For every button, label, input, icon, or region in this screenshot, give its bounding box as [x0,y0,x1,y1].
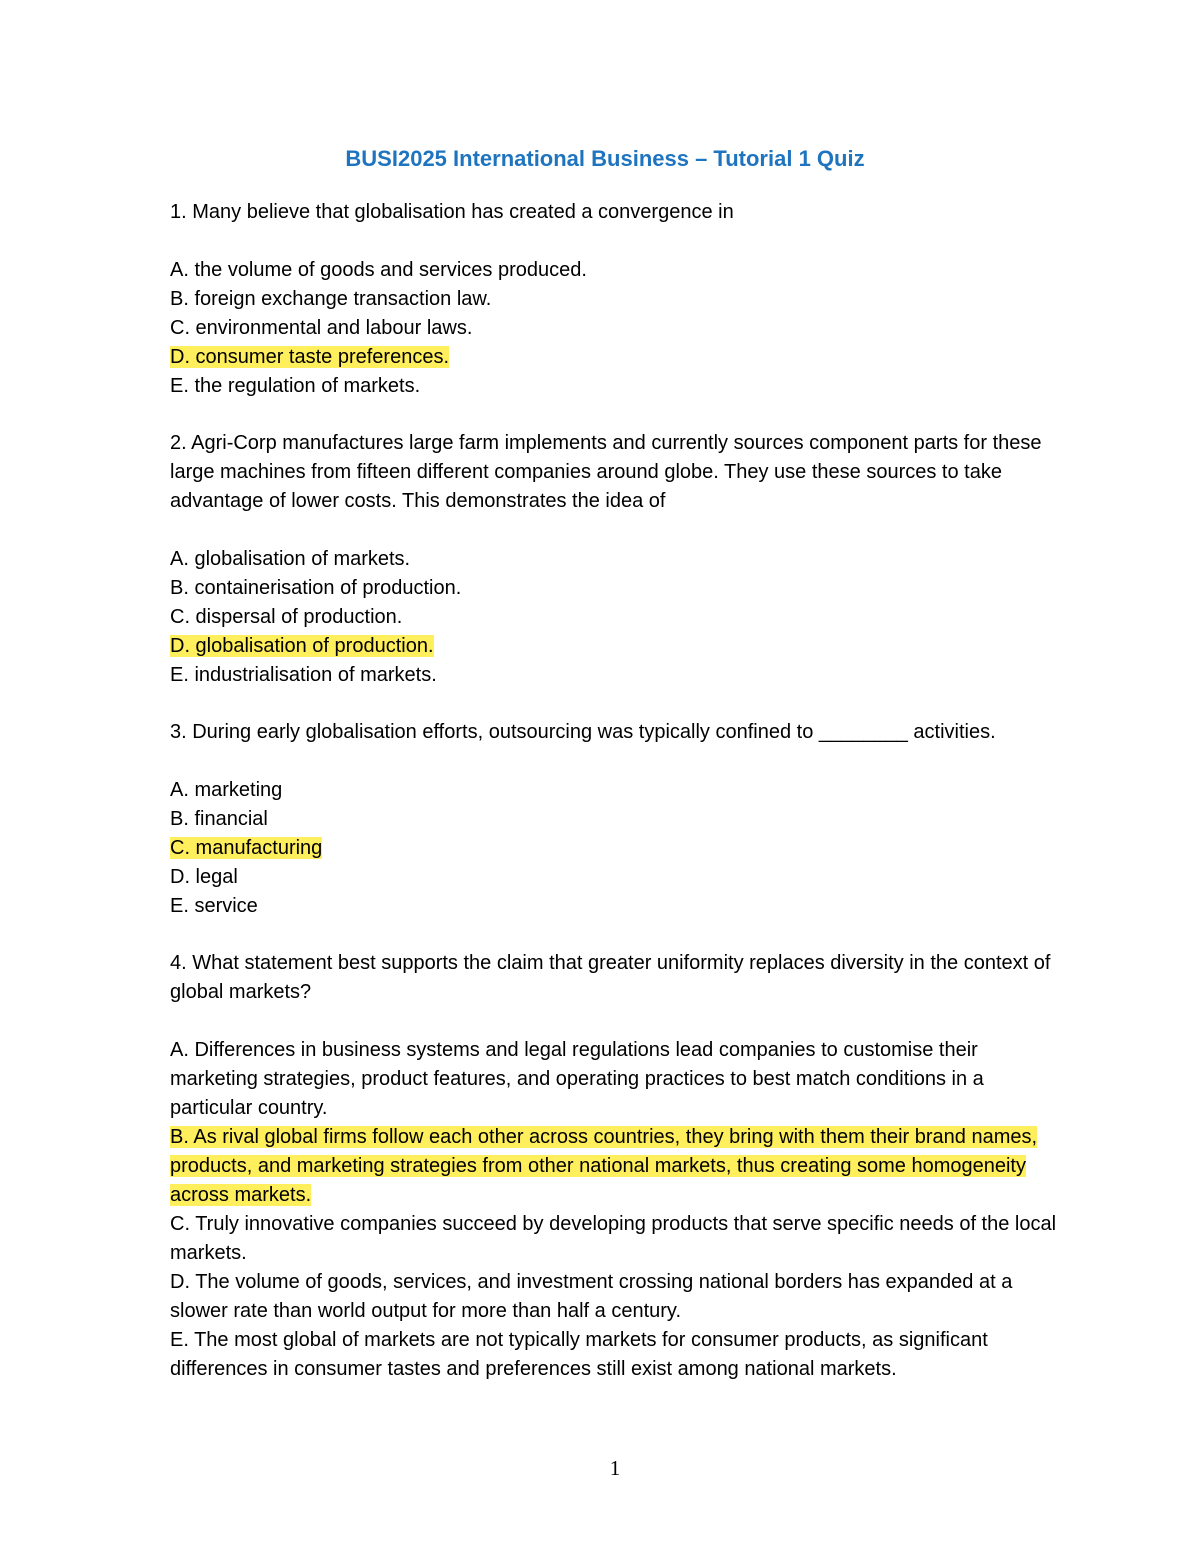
option-d-correct [170,343,1070,372]
option-c: C. dispersal of production. [170,606,403,628]
question-stem: 4. What statement best supports the claim that greater uniformity replaces diversity in the context of global markets? [170,952,1051,1003]
option-list [170,1036,1070,1384]
document-title: BUSI2025 International Business – Tutorial 1 Quiz [345,146,865,171]
option-d: D. legal [170,866,238,888]
answer-highlight: D. globalisation of production. [170,635,434,657]
option-a: A. globalisation of markets. [170,548,411,570]
answer-highlight: B. As rival global firms follow each other across countries, they bring with them their brand names, products, and marketing strategies from other national markets, thus creating some homogeneity across markets. [170,1126,1038,1206]
option-e: E. service [170,895,258,917]
answer-highlight: D. consumer taste preferences. [170,346,450,368]
document-page [170,142,1070,1412]
option-c: C. Truly innovative companies succeed by developing products that serve specific needs of the local markets. [170,1213,1057,1264]
page-number: 1 [609,1456,621,1480]
option-a: A. Differences in business systems and legal regulations lead companies to customise their marketing strategies, product features, and operating practices to best match conditions in a particular country. [170,1039,984,1119]
option-b: B. containerisation of production. [170,577,462,599]
question-stem: 3. During early globalisation efforts, outsourcing was typically confined to ________ activities. [170,721,996,743]
option-list [170,545,1070,690]
option-c: C. environmental and labour laws. [170,317,473,339]
question-stem: 1. Many believe that globalisation has created a convergence in [170,201,734,223]
option-d-correct [170,632,1070,661]
option-b: B. foreign exchange transaction law. [170,288,492,310]
option-e: E. The most global of markets are not typically markets for consumer products, as significant differences in consumer tastes and preferences still exist among national markets. [170,1329,988,1380]
question-stem: 2. Agri-Corp manufactures large farm implements and currently sources component parts for these large machines from fifteen different companies around globe. They use these sources to take advantage of lower costs. This demonstrates the idea of [170,432,1042,512]
option-d: D. The volume of goods, services, and investment crossing national borders has expanded at a slower rate than world output for more than half a century. [170,1271,1013,1322]
option-b-correct [170,1123,1070,1210]
question-3 [170,718,1070,921]
option-e: E. industrialisation of markets. [170,664,437,686]
option-list [170,256,1070,401]
option-c-correct [170,834,1070,863]
question-1 [170,198,1070,401]
option-b: B. financial [170,808,268,830]
option-e: E. the regulation of markets. [170,375,421,397]
option-a: A. the volume of goods and services produced. [170,259,587,281]
option-a: A. marketing [170,779,283,801]
question-2 [170,429,1070,690]
option-list [170,776,1070,921]
answer-highlight: C. manufacturing [170,837,323,859]
question-4 [170,949,1070,1384]
